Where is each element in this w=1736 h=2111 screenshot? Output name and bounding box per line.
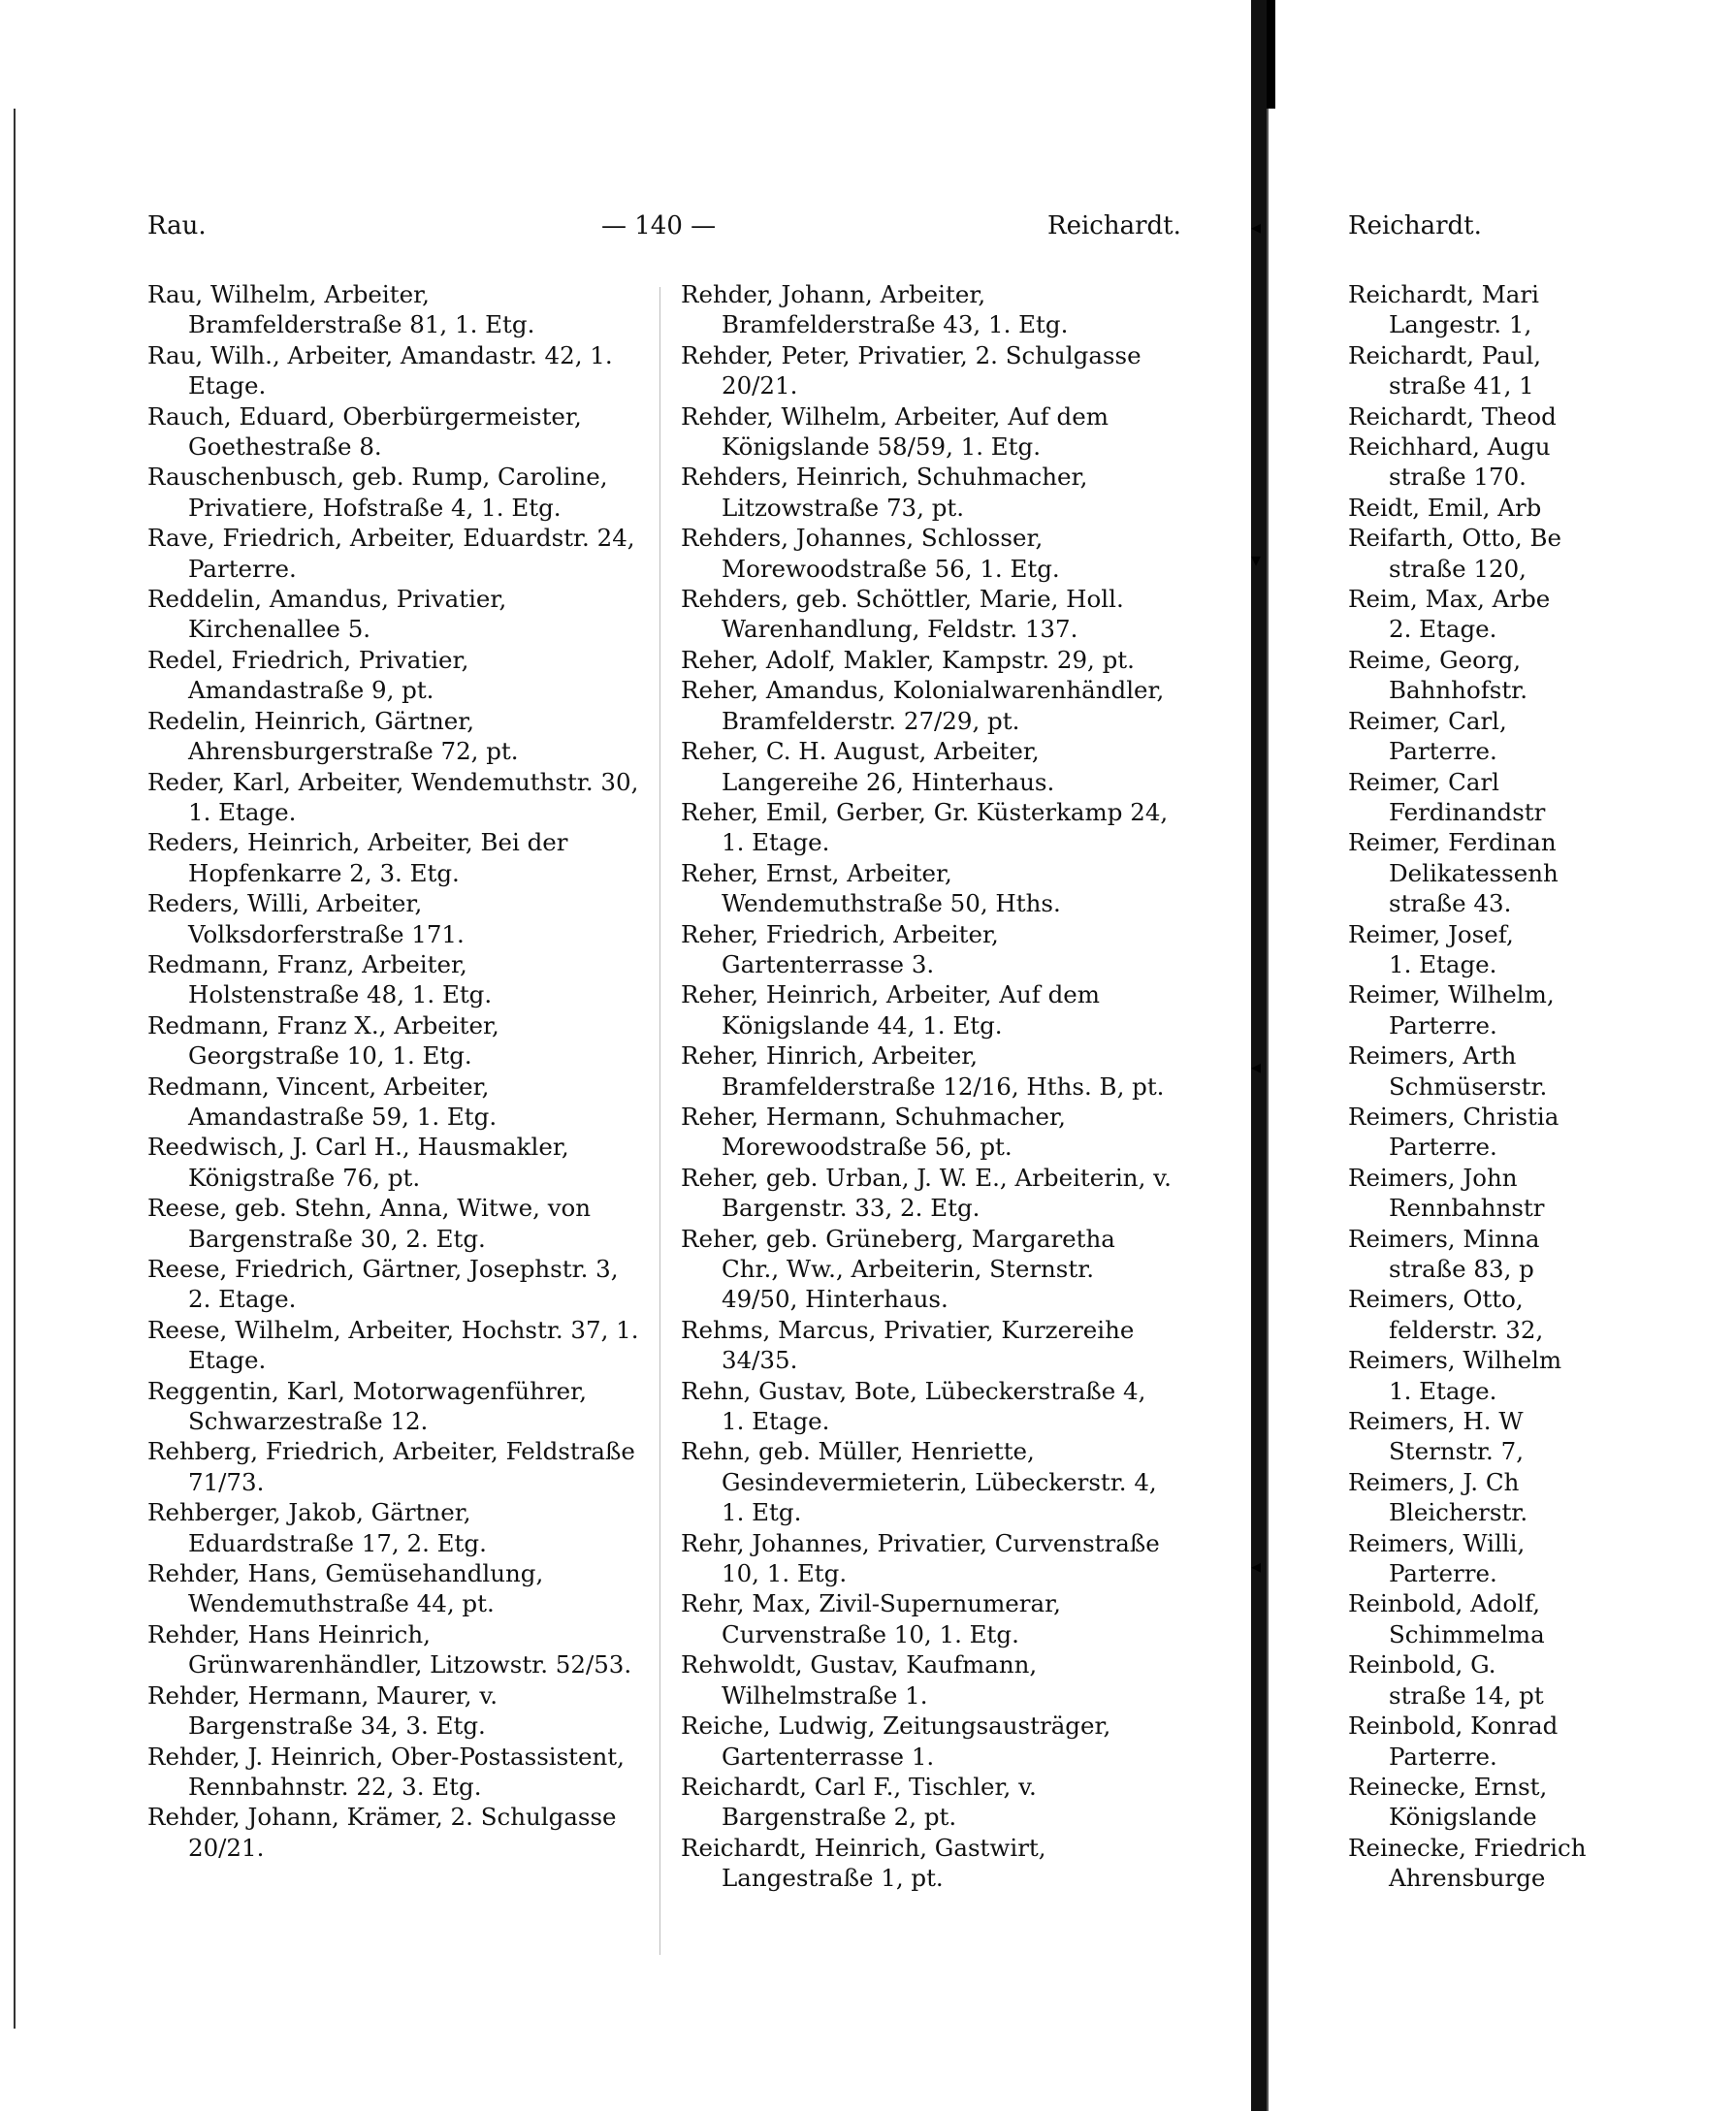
directory-entry-fragment: Reinbold, G. bbox=[1348, 1650, 1496, 1679]
directory-entry: Rehders, Johannes, Schlosser, Morewoodstraße 56, 1. Etg. bbox=[681, 524, 1060, 583]
directory-entry: Reichardt, Carl F., Tischler, v. Bargenstraße 2, pt. bbox=[681, 1772, 1037, 1832]
directory-entry: Rehder, Johann, Arbeiter, Bramfelderstraße 43, 1. Etg. bbox=[681, 280, 1069, 339]
directory-entry: Reher, geb. Grüneberg, Margaretha Chr., Ww., Arbeiterin, Sternstr. 49/50, Hinterhaus. bbox=[681, 1224, 1115, 1314]
directory-entry-fragment: straße 170. bbox=[1389, 463, 1527, 492]
entries-column-2 bbox=[681, 279, 1172, 1894]
directory-entry: Rehn, Gustav, Bote, Lübeckerstraße 4, 1. Etage. bbox=[681, 1376, 1146, 1436]
column-divider bbox=[659, 287, 660, 1955]
entries-column-1 bbox=[147, 279, 640, 1863]
directory-entry-fragment: Reimers, Willi, bbox=[1348, 1528, 1526, 1557]
directory-entry: Reher, C. H. August, Arbeiter, Langereihe 26, Hinterhaus. bbox=[681, 737, 1055, 796]
edge-mark: ◂ bbox=[1251, 1055, 1262, 1078]
directory-entry: Reher, Ernst, Arbeiter, Wendemuthstraße 50, Hths. bbox=[681, 858, 1061, 918]
directory-entry: Reher, Amandus, Kolonialwarenhändler, Bramfelderstr. 27/29, pt. bbox=[681, 676, 1165, 735]
directory-entry: Rehder, Hermann, Maurer, v. Bargenstraße 34, 3. Etg. bbox=[147, 1680, 498, 1741]
directory-entry-fragment: Parterre. bbox=[1389, 1010, 1497, 1040]
directory-entry-fragment: Reimers, Otto, bbox=[1348, 1285, 1524, 1314]
directory-entry: Reher, Friedrich, Arbeiter, Gartenterrasse 3. bbox=[681, 919, 999, 978]
directory-entry-fragment: Reinbold, Adolf, bbox=[1348, 1589, 1541, 1618]
directory-entry: Reher, Hermann, Schuhmacher, Morewoodstraße 56, pt. bbox=[681, 1102, 1066, 1162]
directory-entry-fragment: Schmüserstr. bbox=[1389, 1071, 1548, 1101]
directory-entry: Redel, Friedrich, Privatier, Amandastraße 9, pt. bbox=[147, 645, 469, 705]
top-margin bbox=[1241, 0, 1552, 109]
directory-entry-fragment: Parterre. bbox=[1389, 737, 1497, 766]
directory-entry: Reher, Heinrich, Arbeiter, Auf dem Königslande 44, 1. Etg. bbox=[681, 980, 1101, 1040]
directory-entry: Rehder, Peter, Privatier, 2. Schulgasse 20/21. bbox=[681, 340, 1141, 400]
directory-entry: Reher, Emil, Gerber, Gr. Küsterkamp 24, 1. Etage. bbox=[681, 797, 1169, 857]
directory-entry: Reddelin, Amandus, Privatier, Kirchenallee 5. bbox=[147, 585, 507, 644]
directory-entry: Reder, Karl, Arbeiter, Wendemuthstr. 30, 1. Etage. bbox=[147, 767, 639, 826]
directory-entry: Rehberger, Jakob, Gärtner, Eduardstraße 17, 2. Etg. bbox=[147, 1498, 487, 1557]
directory-entry: Rauschenbusch, geb. Rump, Caroline, Privatiere, Hofstraße 4, 1. Etg. bbox=[147, 463, 608, 522]
directory-entry-fragment: Königslande bbox=[1389, 1803, 1537, 1832]
directory-entry-fragment: Reimer, Carl bbox=[1348, 767, 1500, 796]
directory-entry-fragment: Reinbold, Konrad bbox=[1348, 1711, 1559, 1741]
directory-entry: Rehn, geb. Müller, Henriette, Gesindevermieterin, Lübeckerstr. 4, 1. Etg. bbox=[681, 1437, 1157, 1527]
directory-entry-fragment: 1. Etage. bbox=[1389, 1376, 1497, 1405]
directory-entry: Reese, Friedrich, Gärtner, Josephstr. 3, 2. Etage. bbox=[147, 1255, 619, 1314]
directory-entry-fragment: Ahrensburge bbox=[1389, 1864, 1546, 1893]
binding-edge bbox=[1266, 0, 1275, 109]
directory-entry-fragment: Reime, Georg, bbox=[1348, 645, 1522, 674]
directory-entry-fragment: Reimers, H. W bbox=[1348, 1407, 1524, 1436]
directory-entry-fragment: Reim, Max, Arbe bbox=[1348, 585, 1551, 614]
directory-entry-fragment: straße 83, p bbox=[1389, 1255, 1534, 1283]
directory-entry-fragment: Reimers, Minna bbox=[1348, 1224, 1540, 1253]
directory-entry: Rehr, Max, Zivil-Supernumerar, Curvenstraße 10, 1. Etg. bbox=[681, 1589, 1061, 1648]
directory-entry: Redmann, Vincent, Arbeiter, Amandastraße 59, 1. Etg. bbox=[147, 1071, 498, 1131]
directory-entry-fragment: straße 14, pt bbox=[1389, 1680, 1544, 1710]
directory-entry: Reichardt, Heinrich, Gastwirt, Langestraße 1, pt. bbox=[681, 1833, 1046, 1893]
directory-entry: Redelin, Heinrich, Gärtner, Ahrensburgerstraße 72, pt. bbox=[147, 706, 519, 766]
directory-entry: Rehms, Marcus, Privatier, Kurzereihe 34/35. bbox=[681, 1315, 1135, 1375]
directory-entry-fragment: Reichhard, Augu bbox=[1348, 432, 1551, 462]
directory-entry: Rehders, geb. Schöttler, Marie, Holl. Warenhandlung, Feldstr. 137. bbox=[681, 585, 1124, 644]
directory-entry: Reiche, Ludwig, Zeitungsausträger, Gartenterrasse 1. bbox=[681, 1711, 1111, 1771]
directory-entry: Reders, Heinrich, Arbeiter, Bei der Hopfenkarre 2, 3. Etg. bbox=[147, 828, 568, 887]
directory-entry: Reher, geb. Urban, J. W. E., Arbeiterin, v. Bargenstr. 33, 2. Etg. bbox=[681, 1163, 1172, 1223]
directory-entry-fragment: Reinecke, Ernst, bbox=[1348, 1772, 1548, 1801]
directory-entry: Rehwoldt, Gustav, Kaufmann, Wilhelmstraße 1. bbox=[681, 1650, 1038, 1710]
directory-entry: Rehder, J. Heinrich, Ober-Postassistent, Rennbahnstr. 22, 3. Etg. bbox=[147, 1742, 625, 1801]
directory-entry: Reese, Wilhelm, Arbeiter, Hochstr. 37, 1. Etage. bbox=[147, 1315, 639, 1375]
directory-entry: Rehder, Wilhelm, Arbeiter, Auf dem Königslande 58/59, 1. Etg. bbox=[681, 401, 1109, 462]
directory-entry: Rehberg, Friedrich, Arbeiter, Feldstraße 71/73. bbox=[147, 1437, 635, 1496]
edge-mark: ▾ bbox=[1251, 548, 1262, 571]
directory-entry: Reese, geb. Stehn, Anna, Witwe, von Bargenstraße 30, 2. Etg. bbox=[147, 1194, 592, 1253]
directory-entry: Rehders, Heinrich, Schuhmacher, Litzowstraße 73, pt. bbox=[681, 463, 1088, 522]
directory-entry-fragment: Reifarth, Otto, Be bbox=[1348, 524, 1561, 553]
directory-entry: Rehder, Hans, Gemüsehandlung, Wendemuthstraße 44, pt. bbox=[147, 1559, 544, 1618]
header-right: Reichardt. bbox=[1047, 211, 1181, 240]
directory-entry-fragment: Reichardt, Mari bbox=[1348, 280, 1539, 308]
directory-entry-fragment: Parterre. bbox=[1389, 1742, 1497, 1771]
directory-entry-fragment: felderstr. 32, bbox=[1389, 1315, 1544, 1344]
directory-entry-fragment: Reichardt, Paul, bbox=[1348, 340, 1542, 369]
directory-entry: Reher, Adolf, Makler, Kampstr. 29, pt. bbox=[681, 645, 1135, 674]
directory-entry-fragment: straße 43. bbox=[1389, 889, 1512, 918]
header-left: Rau. bbox=[147, 211, 207, 240]
directory-entry: Rehder, Hans Heinrich, Grünwarenhändler, Litzowstr. 52/53. bbox=[147, 1619, 632, 1679]
directory-entry-fragment: Reimers, John bbox=[1348, 1163, 1518, 1192]
directory-entry-fragment: Delikatessenh bbox=[1389, 858, 1559, 887]
right-page-header: Reichardt. bbox=[1348, 211, 1482, 240]
directory-entry-fragment: Sternstr. 7, bbox=[1389, 1437, 1525, 1466]
directory-entry: Reders, Willi, Arbeiter, Volksdorferstraße 171. bbox=[147, 889, 465, 948]
directory-entry: Reedwisch, J. Carl H., Hausmakler, Königstraße 76, pt. bbox=[147, 1133, 569, 1192]
directory-entry: Rave, Friedrich, Arbeiter, Eduardstr. 24, Parterre. bbox=[147, 524, 635, 583]
directory-entry-fragment: Reimer, Ferdinan bbox=[1348, 828, 1557, 857]
directory-entry-fragment: Reimers, J. Ch bbox=[1348, 1467, 1520, 1496]
directory-entry: Rau, Wilhelm, Arbeiter, Bramfelderstraße 81, 1. Etg. bbox=[147, 280, 535, 339]
page-number: — 140 — bbox=[601, 211, 717, 240]
edge-mark: ◂ bbox=[1251, 1554, 1262, 1578]
directory-entry-fragment: Parterre. bbox=[1389, 1133, 1497, 1162]
directory-entry-fragment: Parterre. bbox=[1389, 1559, 1497, 1588]
directory-entry: Rau, Wilh., Arbeiter, Amandastr. 42, 1. Etage. bbox=[147, 340, 613, 400]
directory-entry: Rehr, Johannes, Privatier, Curvenstraße 10, 1. Etg. bbox=[681, 1528, 1160, 1588]
directory-entry-fragment: 2. Etage. bbox=[1389, 615, 1497, 644]
directory-entry-fragment: Langestr. 1, bbox=[1389, 310, 1532, 339]
directory-entry-fragment: Reimer, Wilhelm, bbox=[1348, 980, 1555, 1009]
directory-entry-fragment: Reimers, Wilhelm bbox=[1348, 1346, 1562, 1375]
directory-entry-fragment: Reichardt, Theod bbox=[1348, 401, 1557, 431]
directory-entry-fragment: Ferdinandstr bbox=[1389, 797, 1546, 826]
directory-entry-fragment: Reidt, Emil, Arb bbox=[1348, 493, 1542, 522]
directory-entry-fragment: Reinecke, Friedrich bbox=[1348, 1833, 1587, 1862]
directory-entry: Redmann, Franz, Arbeiter, Holstenstraße 48, 1. Etg. bbox=[147, 949, 493, 1009]
entries-column-3 bbox=[1348, 279, 1736, 1894]
directory-entry-fragment: straße 41, 1 bbox=[1389, 371, 1534, 400]
directory-entry-fragment: Reimers, Christia bbox=[1348, 1102, 1559, 1131]
directory-entry: Rehder, Johann, Krämer, 2. Schulgasse 20/21. bbox=[147, 1803, 617, 1862]
directory-entry-fragment: 1. Etage. bbox=[1389, 949, 1497, 978]
directory-entry: Rauch, Eduard, Oberbürgermeister, Goethestraße 8. bbox=[147, 401, 582, 462]
directory-entry: Redmann, Franz X., Arbeiter, Georgstraße 10, 1. Etg. bbox=[147, 1010, 499, 1071]
edge-mark: ◂ bbox=[1251, 215, 1262, 239]
directory-entry: Reher, Hinrich, Arbeiter, Bramfelderstraße 12/16, Hths. B, pt. bbox=[681, 1041, 1165, 1101]
directory-entry-fragment: Reimer, Josef, bbox=[1348, 919, 1514, 948]
directory-entry-fragment: Reimer, Carl, bbox=[1348, 706, 1507, 735]
directory-entry-fragment: straße 120, bbox=[1389, 554, 1527, 583]
directory-entry-fragment: Bahnhofstr. bbox=[1389, 676, 1527, 705]
directory-entry-fragment: Rennbahnstr bbox=[1389, 1194, 1545, 1223]
directory-entry-fragment: Schimmelma bbox=[1389, 1619, 1545, 1648]
directory-entry-fragment: Reimers, Arth bbox=[1348, 1041, 1517, 1071]
directory-entry: Reggentin, Karl, Motorwagenführer, Schwarzestraße 12. bbox=[147, 1376, 587, 1436]
directory-entry-fragment: Bleicherstr. bbox=[1389, 1498, 1528, 1527]
